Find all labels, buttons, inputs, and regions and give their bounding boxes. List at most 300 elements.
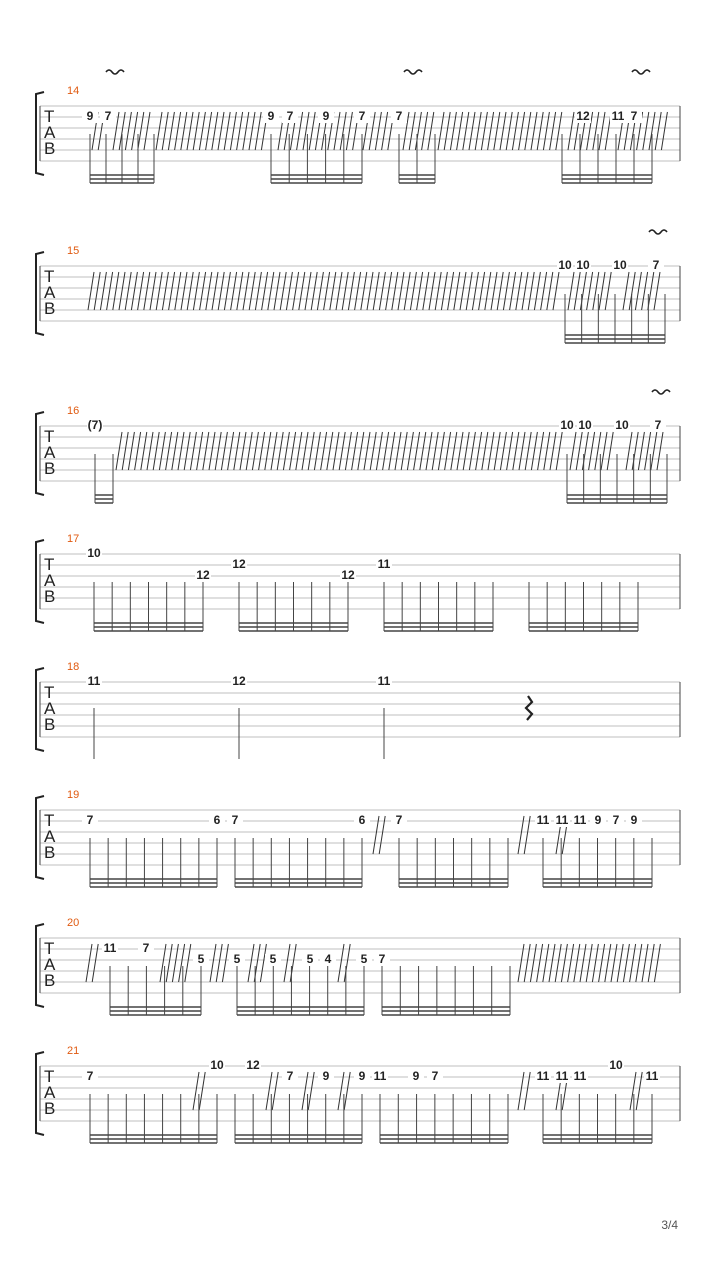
slash-mark xyxy=(88,272,94,310)
tab-clef-letter: T xyxy=(44,427,55,446)
slash-mark xyxy=(342,272,348,310)
slash-mark xyxy=(463,112,469,150)
slash-mark xyxy=(500,112,506,150)
slash-mark xyxy=(528,272,534,310)
slash-mark xyxy=(599,944,605,982)
slash-mark xyxy=(379,272,385,310)
slash-mark xyxy=(630,944,636,982)
slash-mark xyxy=(534,272,540,310)
slash-mark xyxy=(336,272,342,310)
slash-mark xyxy=(305,272,311,310)
slash-mark xyxy=(518,1072,524,1110)
slash-mark xyxy=(623,944,629,982)
slash-mark xyxy=(179,944,185,982)
slash-mark xyxy=(308,432,314,470)
slash-mark xyxy=(553,272,559,310)
vibrato-mark xyxy=(632,70,650,74)
tab-clef-letter: B xyxy=(44,139,56,158)
slash-mark xyxy=(611,944,617,982)
slash-mark xyxy=(210,944,216,982)
slash-mark xyxy=(321,432,327,470)
slash-mark xyxy=(518,816,524,854)
slash-mark xyxy=(448,272,454,310)
fret-number: 11 xyxy=(645,1069,659,1083)
fret-number: 7 xyxy=(231,813,239,827)
slash-mark xyxy=(340,112,346,150)
slash-mark xyxy=(172,944,178,982)
tab-clef-letter: A xyxy=(44,283,56,302)
fret-number: 12 xyxy=(232,557,246,571)
slash-mark xyxy=(265,432,271,470)
slash-mark xyxy=(524,1072,530,1110)
slash-mark xyxy=(272,1072,278,1110)
fret-number: 12 xyxy=(576,109,590,123)
slash-mark xyxy=(488,112,494,150)
slash-mark xyxy=(283,432,289,470)
slash-mark xyxy=(327,432,333,470)
fret-number: 11 xyxy=(573,1069,587,1083)
slash-mark xyxy=(497,272,503,310)
slash-mark xyxy=(525,432,531,470)
slash-mark xyxy=(657,432,663,470)
page-number: 3/4 xyxy=(661,1218,678,1232)
slash-mark xyxy=(382,112,388,150)
slash-mark xyxy=(212,112,218,150)
slash-mark xyxy=(642,272,648,310)
slash-mark xyxy=(375,112,381,150)
fret-number: 11 xyxy=(536,813,550,827)
tab-clef-letter: B xyxy=(44,971,56,990)
slash-mark xyxy=(655,112,661,150)
fret-number: 5 xyxy=(306,952,314,966)
slash-mark xyxy=(599,272,605,310)
slash-mark xyxy=(632,432,638,470)
slash-mark xyxy=(122,432,128,470)
slash-mark xyxy=(426,432,432,470)
slash-mark xyxy=(636,944,642,982)
slash-mark xyxy=(230,112,236,150)
slash-mark xyxy=(116,432,122,470)
slash-mark xyxy=(450,112,456,150)
fret-number: 10 xyxy=(560,418,574,432)
fret-number: 10 xyxy=(613,258,627,272)
slash-mark xyxy=(541,272,547,310)
slash-mark xyxy=(524,816,530,854)
slash-mark xyxy=(599,112,605,150)
fret-number: 9 xyxy=(322,109,330,123)
slash-mark xyxy=(414,432,420,470)
slash-mark xyxy=(355,272,361,310)
slash-mark xyxy=(199,1072,205,1110)
slash-mark xyxy=(162,112,168,150)
fret-number: 7 xyxy=(431,1069,439,1083)
fret-number: 7 xyxy=(142,941,150,955)
slash-mark xyxy=(175,112,181,150)
fret-number: 7 xyxy=(86,813,94,827)
fret-number: 10 xyxy=(87,546,101,560)
slash-mark xyxy=(592,944,598,982)
slash-mark xyxy=(348,272,354,310)
slash-mark xyxy=(271,432,277,470)
slash-mark xyxy=(330,272,336,310)
slash-mark xyxy=(444,112,450,150)
slash-mark xyxy=(309,112,315,150)
slash-mark xyxy=(485,272,491,310)
slash-mark xyxy=(512,112,518,150)
slash-mark xyxy=(243,272,249,310)
fret-number: 12 xyxy=(232,674,246,688)
fret-number: 12 xyxy=(196,568,210,582)
slash-mark xyxy=(333,432,339,470)
slash-mark xyxy=(222,944,228,982)
slash-mark xyxy=(138,272,144,310)
fret-number: 11 xyxy=(555,813,569,827)
slash-mark xyxy=(438,112,444,150)
slash-mark xyxy=(308,1072,314,1110)
slash-mark xyxy=(373,816,379,854)
fret-number: 9 xyxy=(322,1069,330,1083)
fret-number: 7 xyxy=(358,109,366,123)
slash-mark xyxy=(299,272,305,310)
slash-mark xyxy=(635,272,641,310)
slash-mark xyxy=(314,432,320,470)
slash-mark xyxy=(407,432,413,470)
slash-mark xyxy=(338,1072,344,1110)
tab-clef-letter: T xyxy=(44,107,55,126)
slash-mark xyxy=(376,432,382,470)
slash-mark xyxy=(415,112,421,150)
slash-mark xyxy=(445,432,451,470)
slash-mark xyxy=(339,432,345,470)
slash-mark xyxy=(661,112,667,150)
slash-mark xyxy=(132,112,138,150)
measure-number: 21 xyxy=(67,1045,80,1057)
slash-mark xyxy=(401,432,407,470)
slash-mark xyxy=(166,432,172,470)
tab-clef-letter: A xyxy=(44,123,56,142)
slash-mark xyxy=(181,112,187,150)
slash-mark xyxy=(429,272,435,310)
slash-mark xyxy=(209,432,215,470)
slash-mark xyxy=(303,112,309,150)
slash-mark xyxy=(240,432,246,470)
slash-mark xyxy=(645,432,651,470)
slash-mark xyxy=(481,112,487,150)
slash-mark xyxy=(589,432,595,470)
slash-mark xyxy=(344,944,350,982)
slash-mark xyxy=(428,112,434,150)
slash-mark xyxy=(162,272,168,310)
slash-mark xyxy=(568,272,574,310)
slash-mark xyxy=(420,432,426,470)
slash-mark xyxy=(215,432,221,470)
slash-mark xyxy=(482,432,488,470)
slash-mark xyxy=(507,432,513,470)
fret-number: 7 xyxy=(86,1069,94,1083)
slash-mark xyxy=(410,272,416,310)
fret-number: 9 xyxy=(267,109,275,123)
slash-mark xyxy=(491,272,497,310)
slash-mark xyxy=(409,112,415,150)
slash-mark xyxy=(476,432,482,470)
slash-mark xyxy=(506,112,512,150)
fret-number: 10 xyxy=(210,1058,224,1072)
slash-mark xyxy=(543,112,549,150)
slash-mark xyxy=(190,432,196,470)
slash-mark xyxy=(494,432,500,470)
slash-mark xyxy=(626,432,632,470)
slash-mark xyxy=(345,432,351,470)
slash-mark xyxy=(311,272,317,310)
slash-mark xyxy=(451,432,457,470)
slash-mark xyxy=(607,432,613,470)
slash-mark xyxy=(561,944,567,982)
slash-mark xyxy=(488,432,494,470)
slash-mark xyxy=(234,432,240,470)
slash-mark xyxy=(184,432,190,470)
slash-mark xyxy=(574,272,580,310)
slash-mark xyxy=(516,272,522,310)
slash-mark xyxy=(519,432,525,470)
slash-mark xyxy=(364,432,370,470)
slash-mark xyxy=(228,432,234,470)
slash-mark xyxy=(156,112,162,150)
slash-mark xyxy=(274,272,280,310)
slash-mark xyxy=(629,272,635,310)
quarter-rest xyxy=(526,696,532,720)
measure-number: 20 xyxy=(67,917,80,929)
fret-number: 12 xyxy=(246,1058,260,1072)
slash-mark xyxy=(469,432,475,470)
tab-clef-letter: T xyxy=(44,811,55,830)
fret-number: 7 xyxy=(395,813,403,827)
slash-mark xyxy=(475,112,481,150)
slash-mark xyxy=(187,112,193,150)
slash-mark xyxy=(94,272,100,310)
slash-mark xyxy=(166,944,172,982)
tab-clef-letter: B xyxy=(44,715,56,734)
slash-mark xyxy=(200,272,206,310)
slash-mark xyxy=(544,432,550,470)
slash-mark xyxy=(556,112,562,150)
slash-mark xyxy=(513,432,519,470)
slash-mark xyxy=(125,272,131,310)
slash-mark xyxy=(457,112,463,150)
tab-clef-letter: A xyxy=(44,955,56,974)
fret-number: 11 xyxy=(377,557,391,571)
tab-clef-letter: T xyxy=(44,267,55,286)
slash-mark xyxy=(454,272,460,310)
slash-mark xyxy=(398,272,404,310)
fret-number: 5 xyxy=(360,952,368,966)
slash-mark xyxy=(537,112,543,150)
slash-mark xyxy=(651,432,657,470)
slash-mark xyxy=(472,272,478,310)
slash-mark xyxy=(510,272,516,310)
slash-mark xyxy=(568,112,574,150)
fret-number: 5 xyxy=(269,952,277,966)
slash-mark xyxy=(135,432,141,470)
slash-mark xyxy=(586,944,592,982)
slash-mark xyxy=(417,272,423,310)
slash-mark xyxy=(113,272,119,310)
slash-mark xyxy=(243,112,249,150)
fret-number: 9 xyxy=(630,813,638,827)
measure-number: 17 xyxy=(67,533,80,545)
slash-mark xyxy=(125,112,131,150)
slash-mark xyxy=(531,432,537,470)
slash-mark xyxy=(352,432,358,470)
slash-mark xyxy=(654,944,660,982)
slash-mark xyxy=(216,944,222,982)
fret-number: 10 xyxy=(558,258,572,272)
slash-mark xyxy=(153,432,159,470)
slash-mark xyxy=(268,272,274,310)
slash-mark xyxy=(206,112,212,150)
slash-mark xyxy=(383,432,389,470)
fret-number: 5 xyxy=(197,952,205,966)
fret-number: 11 xyxy=(377,674,391,688)
slash-mark xyxy=(373,272,379,310)
slash-mark xyxy=(262,272,268,310)
tab-clef-letter: B xyxy=(44,843,56,862)
slash-mark xyxy=(185,944,191,982)
slash-mark xyxy=(286,272,292,310)
slash-mark xyxy=(212,272,218,310)
tab-clef-letter: B xyxy=(44,459,56,478)
slash-mark xyxy=(494,112,500,150)
fret-number: 10 xyxy=(615,418,629,432)
slash-mark xyxy=(248,944,254,982)
slash-mark xyxy=(518,944,524,982)
slash-mark xyxy=(479,272,485,310)
slash-mark xyxy=(338,944,344,982)
slash-mark xyxy=(367,272,373,310)
slash-mark xyxy=(255,272,261,310)
fret-number: 10 xyxy=(609,1058,623,1072)
fret-number: 4 xyxy=(324,952,332,966)
fret-number: 6 xyxy=(213,813,221,827)
slash-mark xyxy=(466,272,472,310)
slash-mark xyxy=(224,112,230,150)
slash-mark xyxy=(370,432,376,470)
tab-clef-letter: A xyxy=(44,571,56,590)
slash-mark xyxy=(156,272,162,310)
slash-mark xyxy=(293,272,299,310)
fret-number: 5 xyxy=(233,952,241,966)
slash-mark xyxy=(138,112,144,150)
fret-number: 9 xyxy=(358,1069,366,1083)
slash-mark xyxy=(203,432,209,470)
slash-mark xyxy=(128,432,134,470)
slash-mark xyxy=(503,272,509,310)
measure-number: 19 xyxy=(67,789,80,801)
fret-number: 6 xyxy=(358,813,366,827)
slash-mark xyxy=(537,944,543,982)
slash-mark xyxy=(530,944,536,982)
fret-number: 12 xyxy=(341,568,355,582)
slash-mark xyxy=(395,432,401,470)
slash-mark xyxy=(422,112,428,150)
slash-mark xyxy=(334,112,340,150)
slash-mark xyxy=(389,432,395,470)
fret-number: 7 xyxy=(286,1069,294,1083)
fret-number: 11 xyxy=(611,109,625,123)
slash-mark xyxy=(547,272,553,310)
fret-number: (7) xyxy=(87,418,103,432)
slash-mark xyxy=(605,272,611,310)
slash-mark xyxy=(147,432,153,470)
slash-mark xyxy=(574,944,580,982)
slash-mark xyxy=(92,944,98,982)
slash-mark xyxy=(237,272,243,310)
slash-mark xyxy=(150,272,156,310)
measure-number: 16 xyxy=(67,405,80,417)
slash-mark xyxy=(550,432,556,470)
slash-mark xyxy=(290,432,296,470)
slash-mark xyxy=(175,272,181,310)
slash-mark xyxy=(576,432,582,470)
fret-number: 7 xyxy=(654,418,662,432)
tab-clef-letter: A xyxy=(44,443,56,462)
slash-mark xyxy=(568,944,574,982)
tab-clef-letter: T xyxy=(44,555,55,574)
slash-mark xyxy=(344,1072,350,1110)
slash-mark xyxy=(538,432,544,470)
slash-mark xyxy=(249,112,255,150)
slash-mark xyxy=(218,112,224,150)
tab-clef-letter: T xyxy=(44,939,55,958)
vibrato-mark xyxy=(652,390,670,394)
slash-mark xyxy=(469,112,475,150)
slash-mark xyxy=(435,272,441,310)
slash-mark xyxy=(86,944,92,982)
slash-mark xyxy=(277,432,283,470)
measure-number: 18 xyxy=(67,661,80,673)
fret-number: 9 xyxy=(594,813,602,827)
slash-mark xyxy=(587,272,593,310)
slash-mark xyxy=(549,944,555,982)
slash-mark xyxy=(605,944,611,982)
fret-number: 7 xyxy=(612,813,620,827)
slash-mark xyxy=(107,272,113,310)
slash-mark xyxy=(221,432,227,470)
fret-number: 7 xyxy=(395,109,403,123)
slash-mark xyxy=(159,432,165,470)
fret-number: 11 xyxy=(536,1069,550,1083)
slash-mark xyxy=(524,944,530,982)
slash-mark xyxy=(570,432,576,470)
slash-mark xyxy=(654,272,660,310)
slash-mark xyxy=(531,112,537,150)
slash-mark xyxy=(259,432,265,470)
slash-mark xyxy=(178,432,184,470)
slash-mark xyxy=(181,272,187,310)
slash-mark xyxy=(601,432,607,470)
slash-mark xyxy=(423,272,429,310)
slash-mark xyxy=(237,112,243,150)
fret-number: 10 xyxy=(576,258,590,272)
slash-mark xyxy=(642,944,648,982)
slash-mark xyxy=(172,432,178,470)
slash-mark xyxy=(246,432,252,470)
slash-mark xyxy=(432,432,438,470)
slash-mark xyxy=(280,272,286,310)
slash-mark xyxy=(369,112,375,150)
slash-mark xyxy=(543,944,549,982)
slash-mark xyxy=(556,432,562,470)
slash-mark xyxy=(623,272,629,310)
